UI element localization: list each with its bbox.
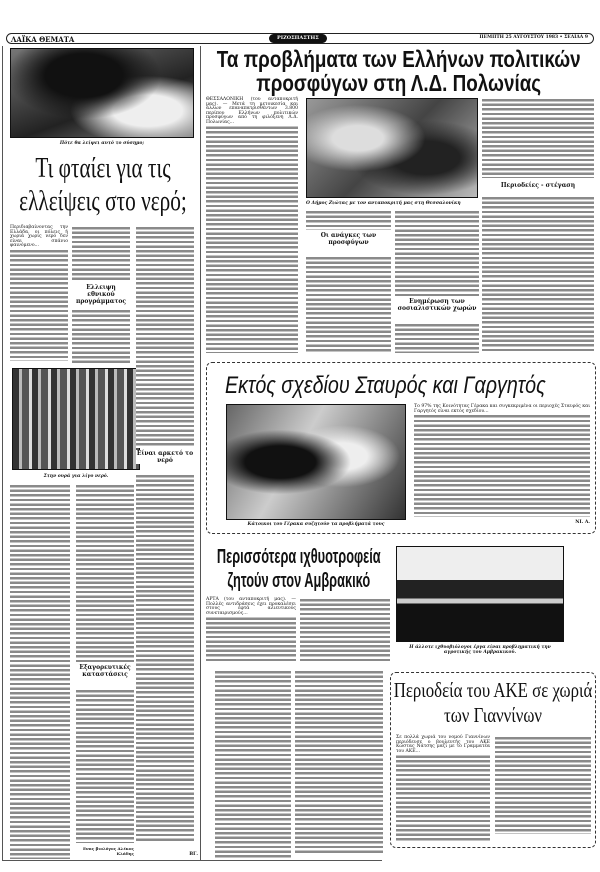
fish-headline: Περισσότερα ιχθυοτροφεία ζητούν στον Αμβρακικό <box>216 546 381 592</box>
column-rule <box>200 46 201 861</box>
page-header <box>6 33 594 44</box>
poland-col-4b <box>482 196 594 353</box>
water-col-3b <box>136 474 194 842</box>
water-signature: Ενας βιολόγος Αλέκος Κλάδης <box>82 846 134 856</box>
bottom-rule <box>2 860 382 861</box>
section-title: ΛΑΪΚΑ ΘΕΜΑΤΑ <box>11 35 75 44</box>
fish-col-1a <box>206 598 296 662</box>
fish-photo-caption: Η άλλοτε ιχθυοβιόλογοι έργα είναι προβληματική την αγροτικής του Αμβρακικού. <box>409 645 551 655</box>
stavros-body <box>414 405 590 517</box>
poland-photo-caption: Ο Δήμος Ζιώτας με τον ανταποκριτή μας στη Θεσσαλονίκη <box>306 201 461 206</box>
water-col-1a <box>10 226 68 361</box>
water-photo-2 <box>12 368 140 470</box>
poland-subhead-3: Περιοδείες - στέγαση <box>482 182 594 189</box>
water-subhead-2: Είναι αρκετό το νερό <box>136 450 194 464</box>
ake-headline: Περιοδεία του ΑΚΕ σε χωριά των Γιαννίνων <box>393 678 593 727</box>
date-page: ΠΕΜΠΤΗ 25 ΑΥΓΟΥΣΤΟΥ 1983 • ΣΕΛΙΔΑ 9 <box>479 35 588 40</box>
fish-lead: ΑΡΤΑ (του ανταποκριτή μας). — Πολλές αντιδράσεις έχει προκαλέσει στους εφτά αλιευτικούς συνεταιρισμούς... <box>206 597 296 616</box>
water-subhead-3: Εξαγορευτικές καταστάσεις <box>76 664 134 678</box>
water-col-2b <box>72 309 130 364</box>
water-lead: Περιδιαβαίνοντας την Ελλάδα, οι πόλεις ή χωριά χωρίς νερό δεν είναι σπάνιο φαινόμενο... <box>10 225 68 249</box>
fish-col-2b <box>295 670 383 855</box>
stavros-photo-caption: Κάτοικοι του Γέρακα συζητούν τα προβλήματά τους <box>247 522 385 527</box>
poland-lead: ΘΕΣΣΑΛΟΝΙΚΗ (του ανταποκριτή μας). — Μετά τη μετοικεσία και άλλων επαναπατρισθέντων 3.800 περίπου Ελλήνων πολιτικών προσφύγων από τη φιλόξενη Λ.Δ. Πολωνίας... <box>206 97 298 125</box>
water-col-3a <box>136 226 194 448</box>
water-photo-1-caption: Πότε θα λείψει αυτό το σύσημο; <box>59 141 145 146</box>
newspaper-name: ΡΙΖΟΣΠΑΣΤΗΣ <box>269 34 327 43</box>
water-col-2d <box>76 689 134 843</box>
poland-col-4a <box>482 98 594 178</box>
poland-col-1 <box>206 98 298 353</box>
stavros-lead: Το 97% της Κοινότητας Γέρακα και συγκεκριμένα οι περιοχές Σταυρός και Γαργητός είναι εκτός σχεδίου... <box>414 404 590 414</box>
poland-photo <box>306 98 478 198</box>
water-col-1b <box>10 484 70 859</box>
ake-col-2 <box>495 736 591 834</box>
ake-col-1 <box>396 736 490 842</box>
poland-headline: Τα προβλήματα των Ελλήνων πολιτικών προσφύγων στη Λ.Δ. Πολωνίας <box>216 46 581 96</box>
ake-lead: Σε πολλά χωριά του νομού Γιαννίνων περιόδευσε ο βουλευτής του ΑΚΕ Κώστας Νάτσης μαζί με το Γραμματέα του ΑΚΕ... <box>396 735 490 754</box>
water-headline: Τι φταίει για τις ελλείψεις στο νερό; <box>19 153 187 217</box>
poland-col-2b <box>306 256 391 353</box>
stavros-signature: ΝΙ. Α. <box>575 520 590 525</box>
stavros-photo <box>226 404 406 520</box>
stavros-headline: Εκτός σχεδίου Σταυρός και Γαργητός <box>225 372 546 399</box>
poland-col-2a <box>306 210 391 230</box>
fish-photo <box>396 546 564 642</box>
poland-subhead-1: Οι ανάγκες των προσφύγων <box>306 232 391 246</box>
water-col-2a <box>72 226 130 282</box>
poland-subhead-2: Ενημέρωση των σοσιαλιστικών χωρών <box>395 298 479 312</box>
fish-col-2a <box>300 598 390 662</box>
water-photo-1 <box>10 48 194 138</box>
water-subhead-1: Ελλειψη εθνικού προγράμματος <box>72 284 130 305</box>
fish-signature: ΒΓ. <box>189 852 198 857</box>
water-photo-2-caption: Στην ουρά για λίγο νερό. <box>43 474 109 479</box>
poland-col-3b <box>395 323 479 353</box>
poland-col-3a <box>395 210 479 296</box>
left-border <box>2 46 3 861</box>
water-col-2c <box>76 484 134 662</box>
fish-col-1b <box>215 670 291 858</box>
